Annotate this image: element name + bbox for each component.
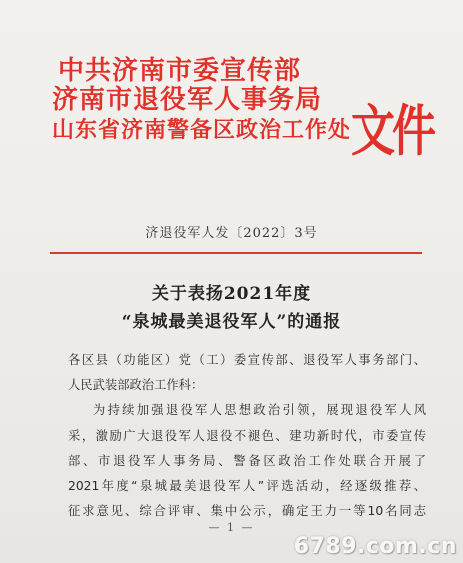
body-line: 各区县（功能区）党（工）委宣传部、退役军人事务部门、 — [68, 353, 426, 367]
document-number: 济退役军人发〔2022〕3号 — [145, 226, 318, 241]
document-type-label: 文件 — [351, 99, 433, 164]
body-line: 采，激励广大退役军人退役不褪色、建功新时代，市委宣传 — [68, 428, 426, 443]
body-line: 征求意见、综合评审、集中公示，确定王力一等10名同志 — [68, 504, 426, 519]
org-line-garrison-political-office: 山东省济南警备区政治工作处 — [52, 116, 352, 143]
org-line-propaganda-dept: 中共济南市委宣传部 — [58, 56, 302, 86]
body-line: 2021年度“泉城最美退役军人”评选活动，经逐级推荐、 — [68, 479, 426, 494]
body-line: 部、市退役军人事务局、警备区政治工作处联合开展了 — [68, 453, 426, 468]
red-divider-line — [50, 252, 422, 254]
org-line-veterans-bureau: 济南市退役军人事务局 — [52, 85, 323, 116]
body-line: 为持续加强退役军人思想政治引领，展现退役军人风 — [93, 403, 426, 418]
page-number: — 1 — — [208, 521, 255, 534]
notice-title-line-1: 关于表扬2021年度 — [151, 284, 312, 304]
notice-title-line-2: “泉城最美退役军人”的通报 — [121, 312, 342, 332]
body-line: 人民武装部政治工作科： — [68, 378, 204, 393]
notice-body — [68, 348, 426, 524]
site-watermark: 6789.com.cn — [293, 534, 457, 559]
